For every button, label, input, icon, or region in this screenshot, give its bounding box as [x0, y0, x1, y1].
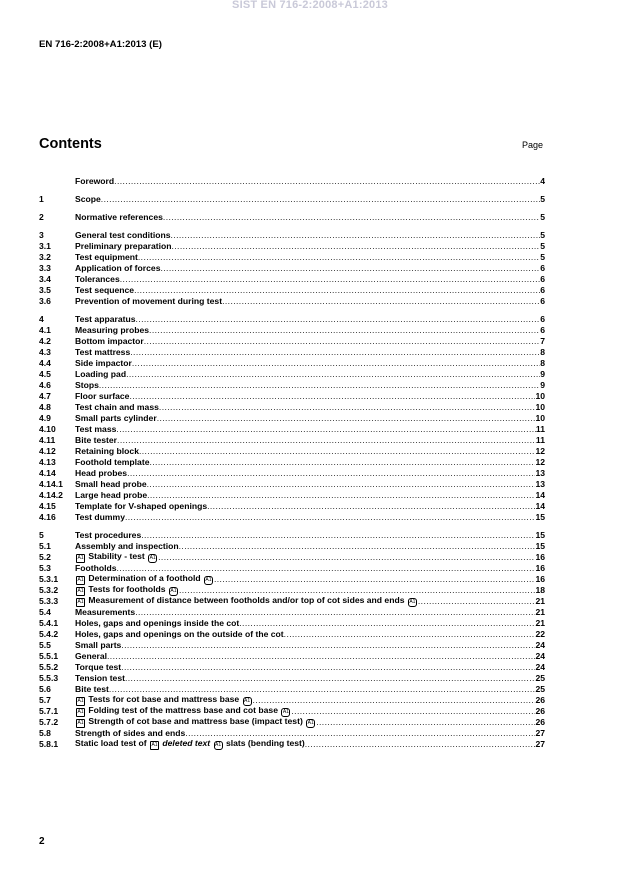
- toc-entry-page: 4: [540, 176, 545, 186]
- toc-entry[interactable]: [39, 402, 545, 413]
- toc-entry[interactable]: [39, 230, 545, 241]
- amendment-end-icon: A1: [205, 577, 212, 583]
- toc-entry[interactable]: [39, 490, 545, 501]
- toc-leader-dots: [214, 574, 535, 585]
- amendment-end-icon: A1: [170, 588, 177, 594]
- toc-entry[interactable]: [39, 314, 545, 325]
- toc-leader-dots: [316, 717, 535, 728]
- toc-entry-page: 24: [535, 651, 545, 661]
- toc-entry-number: 4.12: [39, 446, 56, 456]
- toc-entry[interactable]: [39, 618, 545, 629]
- toc-entry-title: A1 Tests for cot base and mattress base A1: [77, 694, 251, 704]
- toc-entry-title: Bottom impactor: [75, 336, 144, 346]
- toc-leader-dots: [139, 446, 535, 457]
- amendment-end-icon: A1: [243, 698, 251, 704]
- toc-leader-dots: [101, 194, 540, 205]
- toc-entry[interactable]: [39, 479, 545, 490]
- amendment-start-icon: A1: [77, 577, 84, 583]
- toc-entry[interactable]: [39, 380, 545, 391]
- toc-entry-page: 11: [535, 435, 545, 445]
- toc-leader-dots: [116, 424, 536, 435]
- toc-entry-page: 6: [540, 263, 545, 273]
- toc-entry[interactable]: [39, 651, 545, 662]
- toc-leader-dots: [107, 651, 535, 662]
- toc-entry[interactable]: [39, 607, 545, 618]
- toc-entry[interactable]: [39, 446, 545, 457]
- toc-entry[interactable]: [39, 640, 545, 651]
- toc-entry-title: General test conditions: [75, 230, 171, 240]
- toc-entry-number: 2: [39, 212, 44, 222]
- toc-leader-dots: [163, 212, 540, 223]
- toc-entry-number: 4.10: [39, 424, 56, 434]
- toc-leader-dots: [160, 263, 540, 274]
- toc-entry-page: 5: [540, 230, 545, 240]
- toc-entry[interactable]: [39, 717, 545, 728]
- toc-entry-number: 5.4.1: [39, 618, 59, 628]
- toc-entry[interactable]: [39, 435, 545, 446]
- toc-entry-number: 4.7: [39, 391, 51, 401]
- toc-entry-page: 13: [535, 479, 545, 489]
- toc-entry-title: Test chain and mass: [75, 402, 159, 412]
- toc-entry-number: 4.4: [39, 358, 51, 368]
- toc-entry-title: Measurements: [75, 607, 136, 617]
- toc-entry-page: 5: [540, 194, 545, 204]
- toc-entry-number: 3.3: [39, 263, 51, 273]
- toc-entry-number: 5.5: [39, 640, 51, 650]
- toc-entry-title: Tension test: [75, 673, 125, 683]
- toc-entry-title: Holes, gaps and openings inside the cot: [75, 618, 240, 628]
- amendment-end-icon: A1: [215, 742, 222, 748]
- toc-entry-number: 4.3: [39, 347, 51, 357]
- toc-leader-dots: [141, 530, 535, 541]
- toc-entry-page: 14: [535, 501, 545, 511]
- toc-entry-page: 14: [535, 490, 545, 500]
- toc-leader-dots: [129, 391, 535, 402]
- toc-entry[interactable]: [39, 468, 545, 479]
- toc-leader-dots: [284, 629, 536, 640]
- toc-entry-title: Static load test of A1 deleted text A1 slats (bending test): [75, 738, 305, 748]
- toc-entry[interactable]: [39, 296, 545, 307]
- toc-entry-page: 10: [535, 402, 545, 412]
- toc-entry-title: Test dummy: [75, 512, 125, 522]
- toc-entry[interactable]: [39, 629, 545, 640]
- toc-leader-dots: [171, 230, 541, 241]
- toc-entry-title: Large head probe: [75, 490, 148, 500]
- toc-entry-page: 27: [535, 728, 545, 738]
- toc-entry-number: 5.5.3: [39, 673, 59, 683]
- toc-leader-dots: [136, 314, 541, 325]
- toc-entry-number: 4.9: [39, 413, 51, 423]
- toc-entry-title: Foreword: [75, 176, 115, 186]
- toc-entry-page: 21: [535, 618, 545, 628]
- toc-leader-dots: [159, 402, 536, 413]
- toc-entry-number: 5.1: [39, 541, 51, 551]
- toc-entry[interactable]: [39, 596, 545, 607]
- toc-entry[interactable]: [39, 325, 545, 336]
- toc-entry-page: 21: [535, 607, 545, 617]
- toc-entry[interactable]: [39, 424, 545, 435]
- toc-entry[interactable]: [39, 391, 545, 402]
- toc-entry-page: 15: [535, 512, 545, 522]
- toc-entry-page: 26: [535, 717, 545, 727]
- toc-entry-title: Holes, gaps and openings on the outside of the cot: [75, 629, 284, 639]
- amendment-end-icon: A1: [149, 555, 156, 561]
- toc-entry-page: 5: [540, 212, 545, 222]
- toc-entry-title: Bite test: [75, 684, 109, 694]
- toc-entry[interactable]: [39, 673, 545, 684]
- toc-entry-number: 5.7.1: [39, 706, 59, 716]
- toc-entry-title: Test apparatus: [75, 314, 136, 324]
- toc-entry[interactable]: [39, 358, 545, 369]
- toc-leader-dots: [126, 369, 540, 380]
- toc-leader-dots: [149, 325, 540, 336]
- toc-leader-dots: [207, 501, 535, 512]
- toc-entry-title: A1 Tests for footholds A1: [77, 584, 177, 594]
- document-header: EN 716-2:2008+A1:2013 (E): [39, 39, 162, 50]
- toc-entry-title: A1 Stability - test A1: [77, 551, 156, 561]
- toc-leader-dots: [134, 285, 540, 296]
- toc-entry-page: 6: [540, 296, 545, 306]
- toc-leader-dots: [99, 380, 540, 391]
- amendment-start-icon: A1: [77, 599, 84, 605]
- toc-entry-title: Foothold template: [75, 457, 150, 467]
- toc-entry[interactable]: [39, 336, 545, 347]
- toc-entry-page: 6: [540, 325, 545, 335]
- toc-entry-number: 5.8.1: [39, 739, 59, 749]
- toc-leader-dots: [158, 552, 535, 563]
- toc-entry-title: A1 Measurement of distance between footholds and/or top of cot sides and ends A1: [77, 595, 416, 605]
- toc-entry-title: Scope: [75, 194, 101, 204]
- toc-entry[interactable]: [39, 457, 545, 468]
- toc-entry-page: 12: [535, 457, 545, 467]
- toc-entry-title: Measuring probes: [75, 325, 150, 335]
- toc-entry-title: Preliminary preparation: [75, 241, 172, 251]
- toc-entry-page: 6: [540, 274, 545, 284]
- toc-leader-dots: [114, 176, 540, 187]
- toc-entry[interactable]: [39, 212, 545, 223]
- toc-entry-number: 3.4: [39, 274, 51, 284]
- toc-entry-title: Bite tester: [75, 435, 118, 445]
- toc-leader-dots: [305, 739, 536, 750]
- toc-entry[interactable]: [39, 413, 545, 424]
- toc-entry[interactable]: [39, 194, 545, 205]
- toc-entry-page: 10: [535, 391, 545, 401]
- toc-entry-page: 8: [540, 358, 545, 368]
- amendment-start-icon: A1: [77, 588, 84, 594]
- toc-entry-number: 5.3: [39, 563, 51, 573]
- toc-entry-number: 4.14.2: [39, 490, 63, 500]
- toc-entry-italic-text: deleted text: [162, 738, 211, 748]
- toc-entry[interactable]: [39, 263, 545, 274]
- amendment-start-icon: A1: [77, 709, 84, 715]
- toc-entry-title: Retaining block: [75, 446, 139, 456]
- toc-entry-page: 7: [540, 336, 545, 346]
- toc-leader-dots: [125, 512, 535, 523]
- toc-entry-page: 15: [535, 541, 545, 551]
- toc-entry-number: 4.14.1: [39, 479, 63, 489]
- toc-entry-title: Stops: [75, 380, 99, 390]
- toc-entry-page: 16: [535, 563, 545, 573]
- toc-entry-title: Footholds: [75, 563, 117, 573]
- toc-entry[interactable]: [39, 501, 545, 512]
- toc-entry-number: 5.5.1: [39, 651, 59, 661]
- toc-leader-dots: [157, 413, 536, 424]
- toc-leader-dots: [144, 336, 540, 347]
- toc-entry-page: 24: [535, 662, 545, 672]
- toc-entry-number: 4.15: [39, 501, 56, 511]
- toc-entry-page: 27: [535, 739, 545, 749]
- toc-entry-title: Normative references: [75, 212, 163, 222]
- toc-entry[interactable]: [39, 241, 545, 252]
- toc-entry-page: 12: [535, 446, 545, 456]
- toc-leader-dots: [132, 358, 540, 369]
- toc-leader-dots: [418, 596, 536, 607]
- toc-entry-number: 4.16: [39, 512, 56, 522]
- toc-entry-number: 4.11: [39, 435, 56, 445]
- toc-entry-number: 1: [39, 194, 44, 204]
- toc-entry-title: Floor surface: [75, 391, 130, 401]
- toc-entry-title: Side impactor: [75, 358, 132, 368]
- amendment-end-icon: A1: [307, 720, 314, 726]
- toc-entry-page: 5: [540, 241, 545, 251]
- toc-entry-page: 22: [535, 629, 545, 639]
- toc-entry-title: Test procedures: [75, 530, 142, 540]
- toc-entry-title: Template for V-shaped openings: [75, 501, 208, 511]
- toc-entry-page: 11: [535, 424, 545, 434]
- toc-entry-title: Torque test: [75, 662, 122, 672]
- toc-entry-number: 5.3.2: [39, 585, 59, 595]
- page-title: Contents: [39, 136, 102, 152]
- toc-leader-dots: [149, 457, 535, 468]
- toc-entry-number: 3.5: [39, 285, 51, 295]
- toc-leader-dots: [121, 662, 535, 673]
- toc-entry-title: Test sequence: [75, 285, 135, 295]
- toc-entry-title: Loading pad: [75, 369, 127, 379]
- amendment-start-icon: A1: [77, 555, 84, 561]
- toc-entry-number: 3.6: [39, 296, 51, 306]
- toc-entry-number: 3: [39, 230, 44, 240]
- amendment-start-icon: A1: [77, 698, 84, 704]
- amendment-end-icon: A1: [282, 709, 289, 715]
- toc-entry-page: 16: [535, 574, 545, 584]
- toc-entry-title: Prevention of movement during test: [75, 296, 223, 306]
- toc-entry-number: 5.3.3: [39, 596, 59, 606]
- toc-entry[interactable]: [39, 369, 545, 380]
- table-of-contents: [39, 176, 545, 750]
- toc-entry[interactable]: [39, 530, 545, 541]
- page-column-label: Page: [522, 140, 544, 150]
- toc-entry-page: 26: [535, 695, 545, 705]
- toc-leader-dots: [125, 673, 535, 684]
- toc-leader-dots: [147, 490, 535, 501]
- toc-entry[interactable]: [39, 274, 545, 285]
- toc-entry-number: 5.4: [39, 607, 51, 617]
- toc-entry-title: Test mattress: [75, 347, 131, 357]
- toc-leader-dots: [291, 706, 535, 717]
- toc-entry-number: 5.2: [39, 552, 51, 562]
- toc-entry-page: 21: [535, 596, 545, 606]
- toc-leader-dots: [130, 347, 540, 358]
- toc-leader-dots: [127, 468, 535, 479]
- toc-entry-title: A1 Determination of a foothold A1: [77, 573, 212, 583]
- toc-entry-number: 5.6: [39, 684, 51, 694]
- toc-entry[interactable]: [39, 347, 545, 358]
- toc-entry-number: 5.7: [39, 695, 51, 705]
- amendment-start-icon: A1: [77, 720, 84, 726]
- toc-entry-number: 5.8: [39, 728, 51, 738]
- toc-entry-page: 25: [535, 673, 545, 683]
- toc-entry-page: 26: [535, 706, 545, 716]
- toc-entry-title: Assembly and inspection: [75, 541, 179, 551]
- toc-entry[interactable]: [39, 176, 545, 187]
- toc-entry-page: 10: [535, 413, 545, 423]
- toc-entry-page: 8: [540, 347, 545, 357]
- amendment-end-icon: A1: [409, 599, 416, 605]
- toc-entry-title: Small head probe: [75, 479, 147, 489]
- toc-entry-page: 6: [540, 285, 545, 295]
- toc-entry-number: 5.3.1: [39, 574, 59, 584]
- toc-entry-page: 15: [535, 530, 545, 540]
- toc-leader-dots: [121, 640, 535, 651]
- toc-entry-number: 4.14: [39, 468, 56, 478]
- toc-entry-number: 4.8: [39, 402, 51, 412]
- amendment-start-icon: A1: [151, 742, 158, 748]
- toc-entry-title: Test mass: [75, 424, 117, 434]
- toc-entry-page: 13: [535, 468, 545, 478]
- toc-entry-number: 4: [39, 314, 44, 324]
- toc-entry-number: 4.1: [39, 325, 51, 335]
- toc-entry-number: 4.13: [39, 457, 56, 467]
- toc-entry-number: 5.4.2: [39, 629, 59, 639]
- toc-entry-title: Small parts cylinder: [75, 413, 157, 423]
- toc-entry-page: 16: [535, 552, 545, 562]
- toc-entry-number: 5.7.2: [39, 717, 59, 727]
- toc-entry-number: 4.5: [39, 369, 51, 379]
- toc-leader-dots: [138, 252, 540, 263]
- watermark: SIST EN 716-2:2008+A1:2013: [232, 0, 388, 11]
- toc-entry[interactable]: [39, 662, 545, 673]
- toc-leader-dots: [117, 435, 536, 446]
- toc-entry-title: Test equipment: [75, 252, 138, 262]
- toc-entry-number: 5: [39, 530, 44, 540]
- toc-entry-page: 18: [535, 585, 545, 595]
- toc-leader-dots: [171, 241, 540, 252]
- toc-entry-number: 4.2: [39, 336, 51, 346]
- toc-leader-dots: [135, 607, 535, 618]
- toc-entry-title: Small parts: [75, 640, 122, 650]
- toc-entry-title: Tolerances: [75, 274, 120, 284]
- toc-leader-dots: [239, 618, 535, 629]
- toc-entry-page: 5: [540, 252, 545, 262]
- toc-entry-title: A1 Strength of cot base and mattress base (impact test) A1: [77, 716, 314, 726]
- toc-entry-page: 25: [535, 684, 545, 694]
- toc-entry[interactable]: [39, 512, 545, 523]
- toc-entry-title: Strength of sides and ends: [75, 728, 186, 738]
- toc-entry-number: 5.5.2: [39, 662, 59, 672]
- toc-entry[interactable]: [39, 252, 545, 263]
- toc-entry[interactable]: [39, 285, 545, 296]
- toc-entry-page: 6: [540, 314, 545, 324]
- toc-leader-dots: [147, 479, 536, 490]
- page-number: 2: [39, 836, 45, 847]
- toc-entry-page: 24: [535, 640, 545, 650]
- toc-entry-title: A1 Folding test of the mattress base and cot base A1: [77, 705, 289, 715]
- toc-entry-page: 9: [540, 369, 545, 379]
- toc-entry-number: 3.2: [39, 252, 51, 262]
- toc-leader-dots: [179, 541, 536, 552]
- toc-entry[interactable]: [39, 739, 545, 750]
- toc-entry-page: 9: [540, 380, 545, 390]
- toc-entry-title: Application of forces: [75, 263, 161, 273]
- toc-entry-title: Head probes: [75, 468, 128, 478]
- toc-entry-title: General: [75, 651, 108, 661]
- toc-leader-dots: [253, 695, 536, 706]
- toc-entry[interactable]: [39, 552, 545, 563]
- toc-leader-dots: [222, 296, 540, 307]
- toc-leader-dots: [120, 274, 540, 285]
- toc-entry-number: 3.1: [39, 241, 51, 251]
- toc-entry-number: 4.6: [39, 380, 51, 390]
